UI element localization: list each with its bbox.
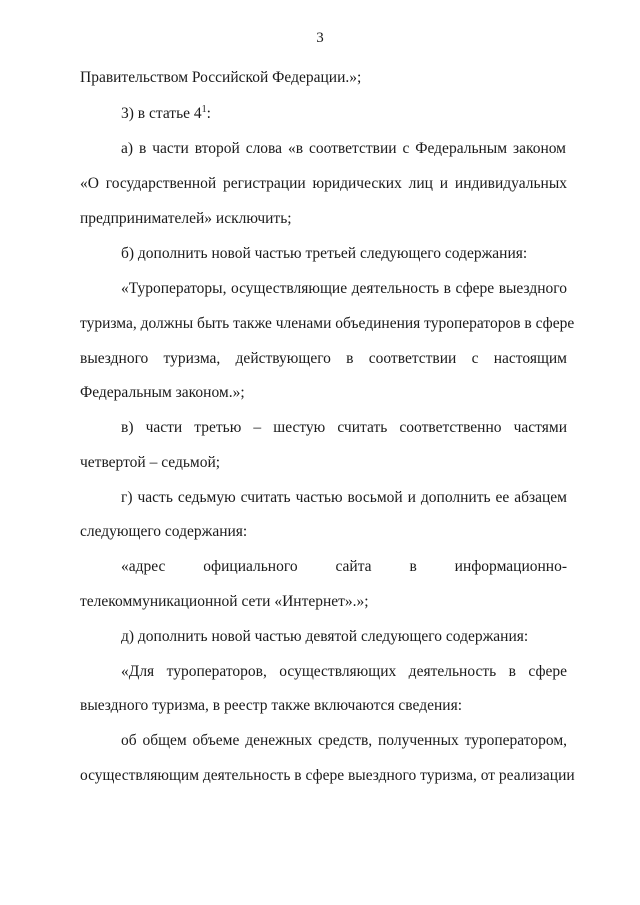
text-line: «О государственной регистрации юридических лиц и индивидуальных	[80, 175, 567, 192]
text-line: д) дополнить новой частью девятой следующего содержания:	[121, 628, 529, 645]
text-line: а) в части второй слова «в соответствии с Федеральным законом	[121, 140, 566, 157]
page-number: 3	[316, 30, 324, 46]
text-line: Федеральным законом.»;	[80, 384, 245, 401]
text-line: предпринимателей» исключить;	[80, 210, 292, 227]
text-line: четвертой – седьмой;	[80, 454, 221, 471]
text-line: 3) в статье 4	[121, 105, 202, 122]
text-line: туризма, должны быть также членами объединения туроператоров в сфере	[80, 315, 575, 332]
superscript: 1	[201, 103, 207, 115]
text-line: «адрес официального сайта в информационно-	[121, 558, 567, 575]
text-line: в) части третью – шестую считать соответственно частями	[121, 419, 567, 436]
text-line: Правительством Российской Федерации.»;	[80, 69, 362, 86]
text-line: об общем объеме денежных средств, полученных туроператором,	[121, 732, 567, 749]
text-line: г) часть седьмую считать частью восьмой и дополнить ее абзацем	[121, 489, 567, 506]
text-line: :	[206, 105, 211, 122]
text-line: выездного туризма, в реестр также включаются сведения:	[80, 697, 463, 714]
text-line: следующего содержания:	[80, 523, 248, 540]
text-line: выездного туризма, действующего в соответствии с настоящим	[80, 350, 567, 367]
text-line-justified	[121, 140, 566, 158]
text-line: телекоммуникационной сети «Интернет».»;	[80, 593, 369, 610]
text-line: б) дополнить новой частью третьей следующего содержания:	[121, 245, 528, 262]
text-line: «Для туроператоров, осуществляющих деятельность в сфере	[121, 663, 567, 680]
text-line-item-3	[121, 105, 211, 123]
text-line: осуществляющим деятельность в сфере выездного туризма, от реализации	[80, 767, 575, 784]
text-line: «Туроператоры, осуществляющие деятельность в сфере выездного	[121, 280, 567, 297]
